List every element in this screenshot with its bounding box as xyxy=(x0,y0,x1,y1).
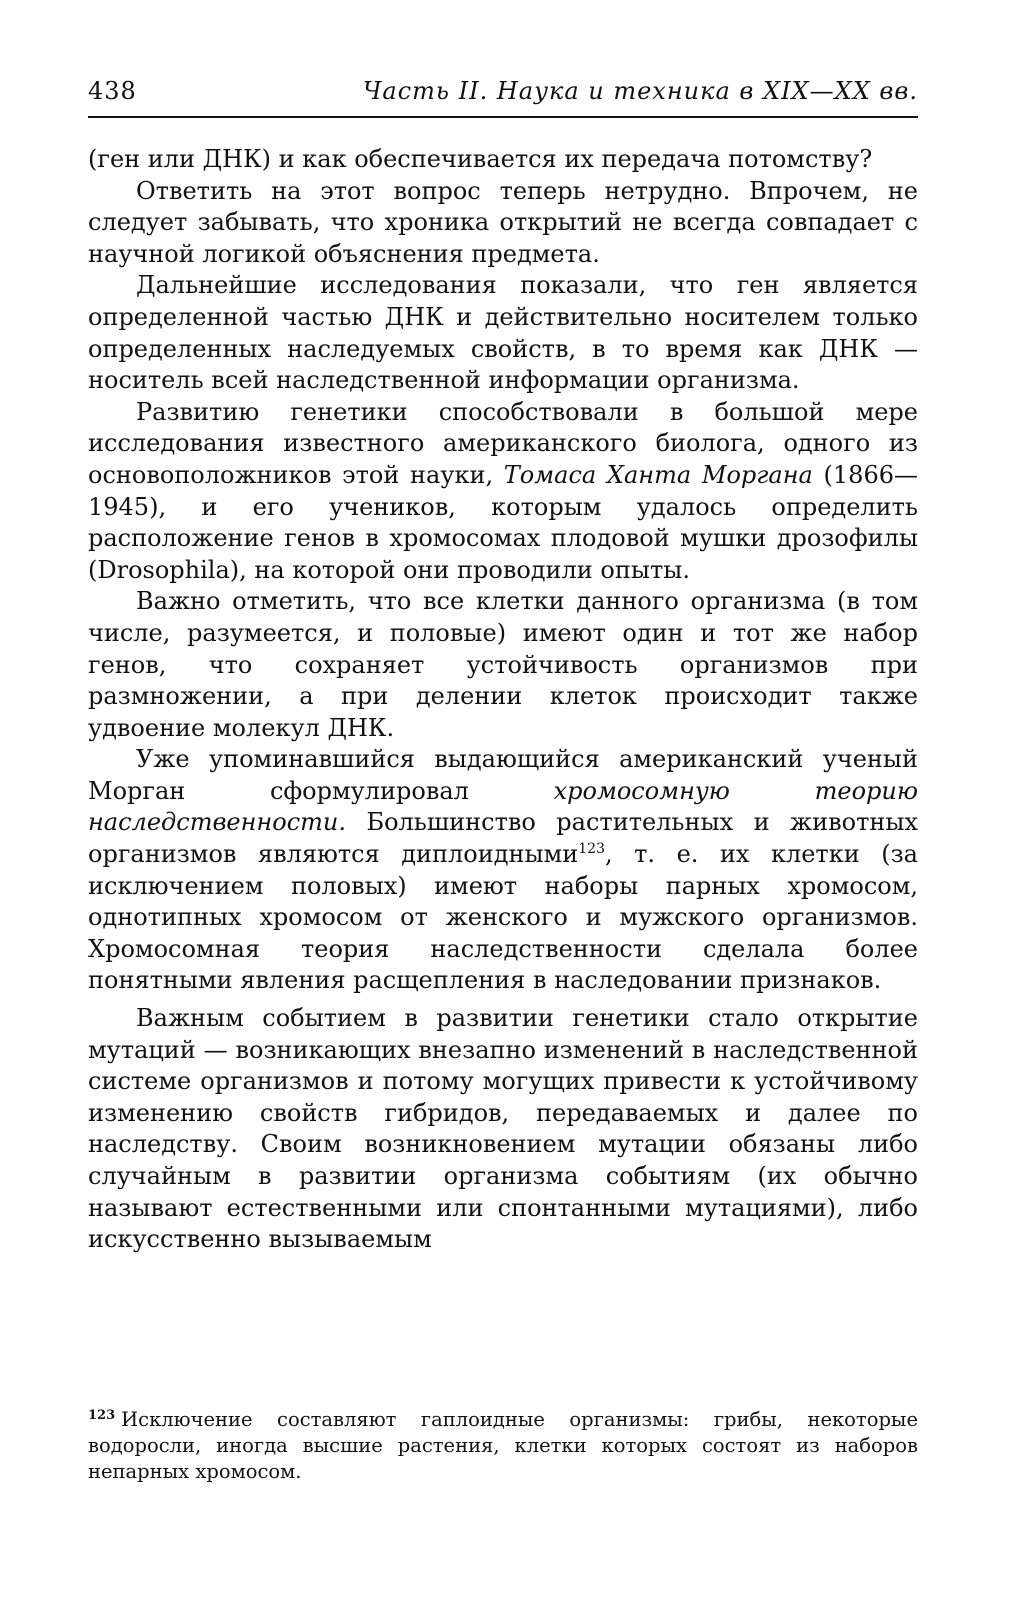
paragraph-text: Уже упоминавшийся выдающийся американский ученый Морган сформулировал xyxy=(88,745,918,805)
paragraph xyxy=(88,1003,918,1256)
italic-text: хромосомную теорию наследственности. xyxy=(88,776,918,837)
paragraph-text: (ген или ДНК) и как обеспечивается их передача потомству? xyxy=(88,145,873,173)
paragraph-text: Дальнейшие исследования показали, что ген является определенной частью ДНК и действительно носителем только определенных наследуемых свойств, в то время как ДНК — носитель всей наследственной информации организма. xyxy=(88,271,918,395)
paragraph-text: Большинство растительных и животных организмов являются диплоидными xyxy=(88,808,918,869)
footnote-text: Исключение составляют гаплоидные организмы: грибы, некоторые водоросли, иногда высшие растения, клетки которых состоят из наборов непарных хромосом. xyxy=(88,1408,918,1483)
paragraph-text: , т. е. их клетки (за исключением половых) имеют наборы парных хромосом, однотипных хромосом от женского и мужского организмов. Хромосомная теория наследственности сделала более понятными явления расщепления в наследовании признаков. xyxy=(88,840,918,995)
italic-text: Томаса Ханта Моргана xyxy=(503,460,813,489)
paragraph xyxy=(88,144,918,176)
paragraph xyxy=(88,176,918,271)
paragraph xyxy=(88,744,918,997)
paragraph-text: Важным событием в развитии генетики стало открытие мутаций — возникающих внезапно изменений в наследственной системе организмов и потому могущих привести к устойчивому изменению свойств гибридов, передаваемых и далее по наследству. Своим возникновением мутации обязаны либо случайным в развитии организма событиям (их обычно называют естественными или спонтанными мутациями), либо искусственно вызываемым xyxy=(88,1004,918,1254)
paragraph-text: Ответить на этот вопрос теперь нетрудно. Впрочем, не следует забывать, что хроника открытий не всегда совпадает с научной логикой объяснения предмета. xyxy=(88,176,918,268)
footnote-reference: 123 xyxy=(578,841,605,858)
running-title: Часть II. Наука и техника в XIX—XX вв. xyxy=(362,77,918,105)
paragraph xyxy=(88,397,918,587)
paragraph xyxy=(88,586,918,744)
paragraph-text: Развитию генетики способствовали в большой мере исследования известного американского биолога, одного из основоположников этой науки, xyxy=(88,397,918,489)
footnote xyxy=(88,1407,918,1485)
paragraph xyxy=(88,270,918,396)
paragraph-text: (1866—1945), и его учеников, которым удалось определить расположение генов в хромосомах плодовой мушки дрозофилы (Drosophila), на которой они проводили опыты. xyxy=(88,460,918,584)
footnotes xyxy=(88,1407,918,1485)
page-number: 438 xyxy=(88,77,137,105)
page-header xyxy=(88,72,918,118)
footnote-marker: 123 xyxy=(88,1407,116,1423)
book-page xyxy=(88,72,918,1572)
paragraph-text: Важно отметить, что все клетки данного организма (в том числе, разумеется, и половые) имеют один и тот же набор генов, что сохраняет устойчивость организмов при размножении, а при делении клеток происходит также удвоение молекул ДНК. xyxy=(88,587,918,742)
main-text xyxy=(88,144,918,1256)
